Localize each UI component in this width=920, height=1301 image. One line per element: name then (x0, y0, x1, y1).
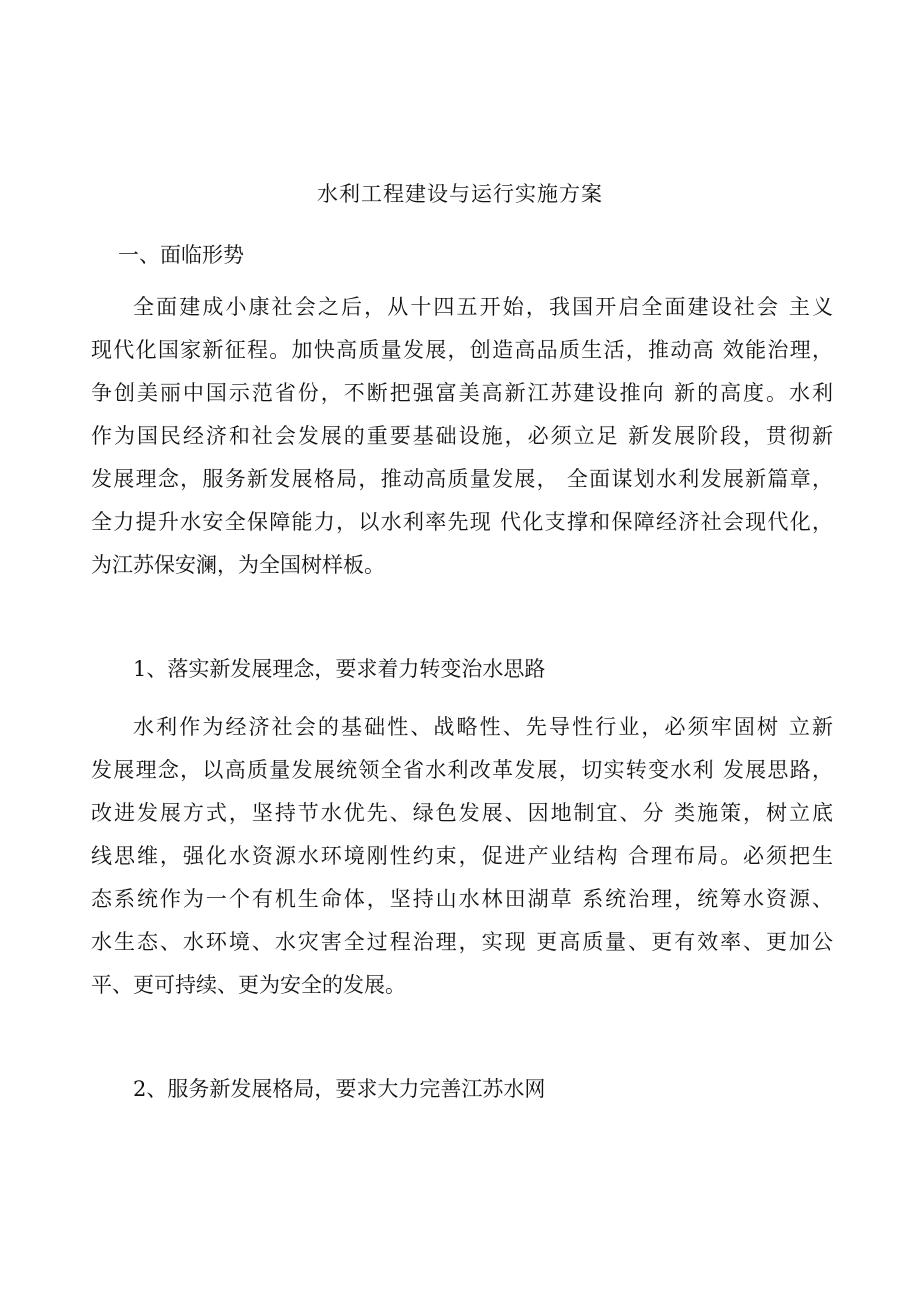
paragraph-line: 现代化国家新征程。加快高质量发展，创造高品质生活，推动高 效能治理， (91, 338, 833, 362)
paragraph-line: 线思维，强化水资源水环境刚性约束，促进产业结构 合理布局。必须把生 (91, 844, 833, 868)
subheading-new-development-concept: 1、落实新发展理念，要求着力转变治水思路 (133, 657, 546, 681)
paragraph-line: 全面建成小康社会之后，从十四五开始，我国开启全面建设社会 主义 (133, 295, 833, 319)
paragraph-line: 水利作为经济社会的基础性、战略性、先导性行业，必须牢固树 立新 (133, 715, 833, 739)
paragraph-line: 发展理念，服务新发展格局，推动高质量发展， 全面谋划水利发展新篇章， (91, 467, 833, 491)
section-heading-facing-situation: 一、面临形势 (118, 243, 244, 267)
paragraph-line: 争创美丽中国示范省份，不断把强富美高新江苏建设推向 新的高度。水利 (91, 381, 833, 405)
paragraph-line: 水生态、水环境、水灾害全过程治理，实现 更高质量、更有效率、更加公 (91, 930, 833, 954)
paragraph-line: 作为国民经济和社会发展的重要基础设施，必须立足 新发展阶段，贯彻新 (91, 424, 833, 448)
subheading-new-development-pattern: 2、服务新发展格局，要求大力完善江苏水网 (133, 1077, 546, 1101)
paragraph-line: 态系统作为一个有机生命体，坚持山水林田湖草 系统治理，统筹水资源、 (91, 887, 833, 911)
document-title: 水利工程建设与运行实施方案 (317, 182, 603, 206)
paragraph-line: 为江苏保安澜，为全国树样板。 (91, 553, 385, 577)
paragraph-line: 平、更可持续、更为安全的发展。 (91, 973, 406, 997)
paragraph-line: 改进发展方式，坚持节水优先、绿色发展、因地制宜、分 类施策，树立底 (91, 801, 833, 825)
paragraph-line: 全力提升水安全保障能力，以水利率先现 代化支撑和保障经济社会现代化， (91, 510, 833, 534)
paragraph-situation (91, 286, 833, 587)
paragraph-new-development-concept (91, 706, 833, 1007)
paragraph-line: 发展理念，以高质量发展统领全省水利改革发展，切实转变水利 发展思路， (91, 758, 833, 782)
